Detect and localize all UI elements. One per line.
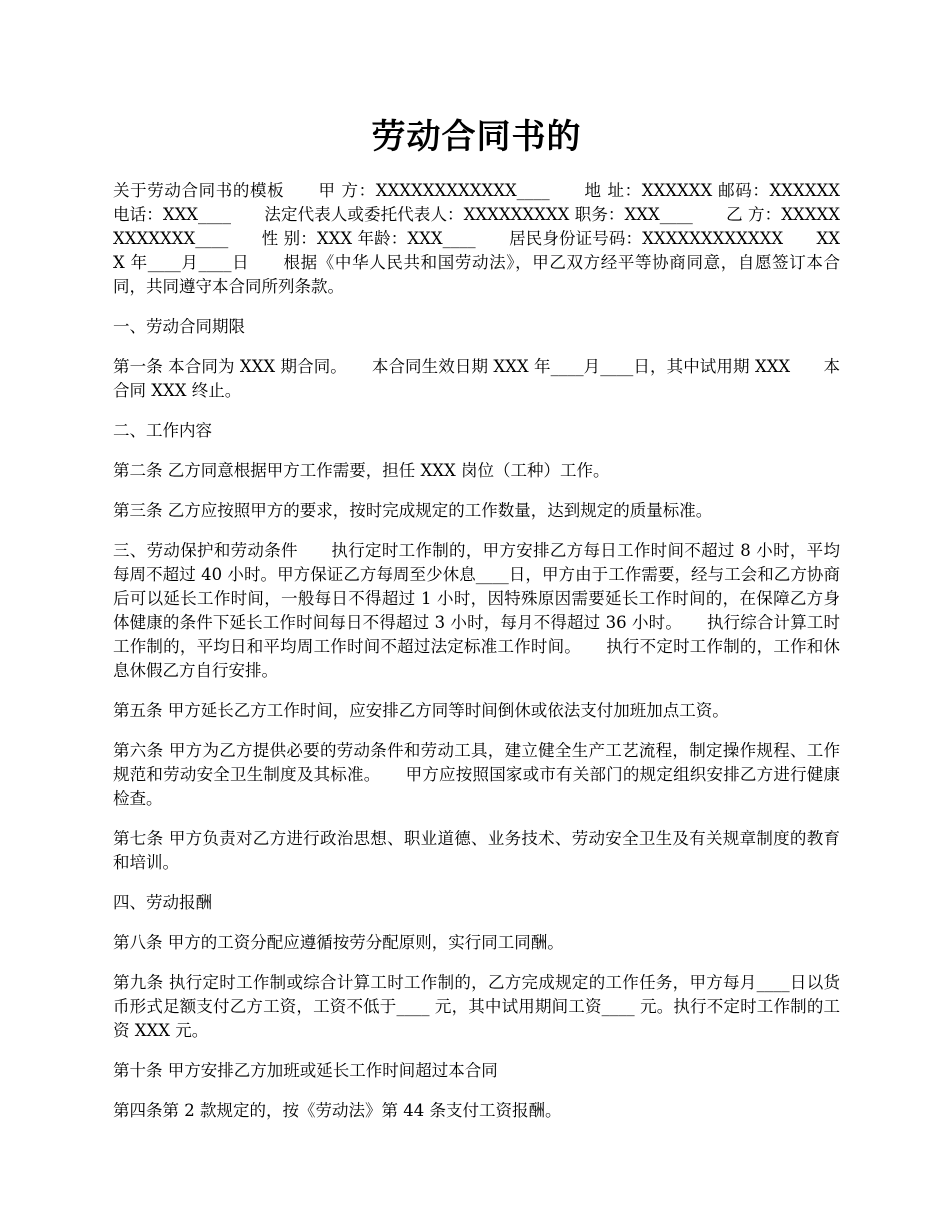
article-3-paragraph: 第三条 乙方应按照甲方的要求，按时完成规定的工作数量，达到规定的质量标准。 bbox=[113, 501, 713, 520]
article-1-paragraph: 第一条 本合同为 XXX 期合同。 本合同生效日期 XXX 年____月____日，其中试用期 XXX 本合同 XXX 终止。 bbox=[113, 357, 840, 400]
section-heading-term: 一、劳动合同期限 bbox=[113, 317, 245, 336]
section-3-working-conditions-paragraph: 三、劳动保护和劳动条件 执行定时工作制的，甲方安排乙方每日工作时间不超过 8 小时，平均每周不超过 40 小时。甲方保证乙方每周至少休息____日，甲方由于工作需要，经与工会和乙方协商后可以延长工作时间，一般每日不得超过 1 小时，因特殊原因需要延长工作时间的，在保障乙方身体健康的条件下延长工作时间每日不得超过 3 小时，每月不得超过 36 小时。 执行综合计算工时工作制的，平均日和平均周工作时间不超过法定标准工作时间。 执行不定时工作制的，工作和休息休假乙方自行安排。 bbox=[113, 541, 840, 680]
document-page bbox=[113, 0, 846, 1123]
article-8-paragraph: 第八条 甲方的工资分配应遵循按劳分配原则，实行同工同酬。 bbox=[113, 933, 564, 952]
section-heading-work-content: 二、工作内容 bbox=[113, 421, 212, 440]
article-7-paragraph: 第七条 甲方负责对乙方进行政治思想、职业道德、业务技术、劳动安全卫生及有关规章制度的教育和培训。 bbox=[113, 829, 840, 872]
article-6-paragraph: 第六条 甲方为乙方提供必要的劳动条件和劳动工具，建立健全生产工艺流程，制定操作规程、工作规范和劳动安全卫生制度及其标准。 甲方应按照国家或市有关部门的规定组织安排乙方进行健康检查。 bbox=[113, 741, 840, 808]
document-title: 劳动合同书的 bbox=[371, 117, 582, 157]
article-5-paragraph: 第五条 甲方延长乙方工作时间，应安排乙方同等时间倒休或依法支付加班加点工资。 bbox=[113, 701, 729, 720]
article-10-paragraph: 第十条 甲方安排乙方加班或延长工作时间超过本合同 bbox=[113, 1061, 498, 1080]
article-9-paragraph: 第九条 执行定时工作制或综合计算工时工作制的，乙方完成规定的工作任务，甲方每月____日以货币形式足额支付乙方工资，工资不低于____ 元，其中试用期间工资____ 元。执行不定时工作制的工资 XXX 元。 bbox=[113, 973, 840, 1040]
article-4-clause-2-paragraph: 第四条第 2 款规定的，按《劳动法》第 44 条支付工资报酬。 bbox=[113, 1101, 562, 1120]
article-2-paragraph: 第二条 乙方同意根据甲方工作需要，担任 XXX 岗位（工种）工作。 bbox=[113, 461, 610, 480]
section-heading-remuneration: 四、劳动报酬 bbox=[113, 893, 212, 912]
contract-parties-paragraph: 关于劳动合同书的模板 甲 方：XXXXXXXXXXXX____ 地 址：XXXXXX 邮码：XXXXXX 电话：XXX____ 法定代表人或委托代表人：XXXXXXXXX 职务：XXX____ 乙 方：XXXXXXXXXXXX____ 性 别：XXX 年龄：XXX____ 居民身份证号码：XXXXXXXXXXXX XXX 年____月____日 根据《中华人民共和国劳动法》，甲乙双方经平等协商同意，自愿签订本合同，共同遵守本合同所列条款。 bbox=[113, 181, 846, 296]
